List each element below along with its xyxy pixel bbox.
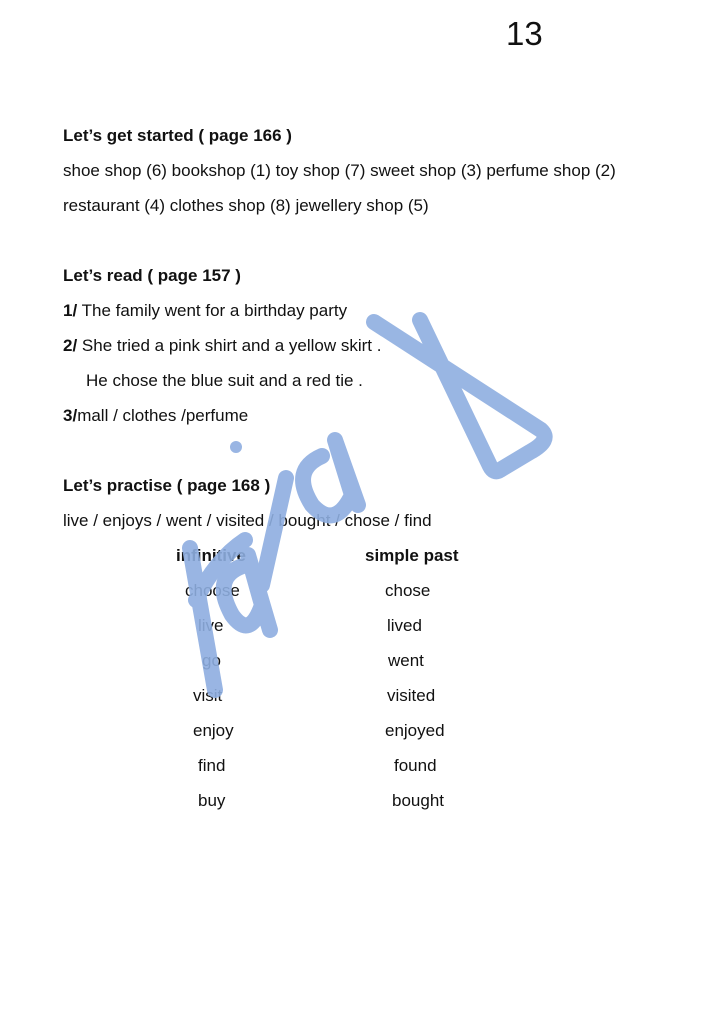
answer-text: He chose the blue suit and a red tie . [86, 371, 363, 390]
table-cell-past: enjoyed [385, 721, 445, 740]
answer-line-2b [86, 371, 363, 391]
answer-text: mall / clothes /perfume [77, 406, 249, 425]
table-cell-past: went [388, 651, 424, 670]
answer-line-1 [63, 301, 347, 321]
table-header-simple-past: simple past [365, 546, 459, 565]
table-cell-infinitive: buy [198, 791, 226, 810]
answer-text: She tried a pink shirt and a yellow skirt . [77, 336, 382, 355]
table-cell-past: visited [387, 686, 436, 705]
shops-line-2: restaurant (4) clothes shop (8) jewellery shop (5) [63, 196, 429, 215]
table-cell-past: bought [392, 791, 444, 810]
watermark-letter-a2 [303, 440, 358, 515]
page-number: 13 [506, 15, 543, 52]
table-header-infinitive: infinitive [176, 546, 246, 565]
table-cell-infinitive: enjoy [193, 721, 234, 740]
table-cell-infinitive: visit [193, 686, 223, 705]
answer-number: 1/ [63, 301, 78, 320]
table-cell-past: found [394, 756, 437, 775]
table-cell-infinitive: go [202, 651, 221, 670]
table-cell-past: chose [385, 581, 431, 600]
watermark-dot [230, 441, 242, 453]
table-cell-infinitive: choose [185, 581, 240, 600]
table-cell-infinitive: live [198, 616, 224, 635]
answer-number: 2/ [63, 336, 78, 355]
section-heading-lets-practise: Let’s practise ( page 168 ) [63, 476, 271, 495]
table-cell-past: lived [387, 616, 422, 635]
answer-line-2 [63, 336, 381, 356]
table-cell-infinitive: find [198, 756, 226, 775]
word-list: live / enjoys / went / visited / bought / chose / find [63, 511, 432, 530]
section-heading-get-started: Let’s get started ( page 166 ) [63, 126, 292, 145]
answer-line-3 [63, 406, 248, 426]
answer-number: 3/ [63, 406, 78, 425]
watermark-letter-L [374, 320, 545, 471]
answer-text: The family went for a birthday party [77, 301, 348, 320]
section-heading-lets-read: Let’s read ( page 157 ) [63, 266, 241, 285]
shops-line-1: shoe shop (6) bookshop (1) toy shop (7) sweet shop (3) perfume shop (2) [63, 161, 616, 180]
